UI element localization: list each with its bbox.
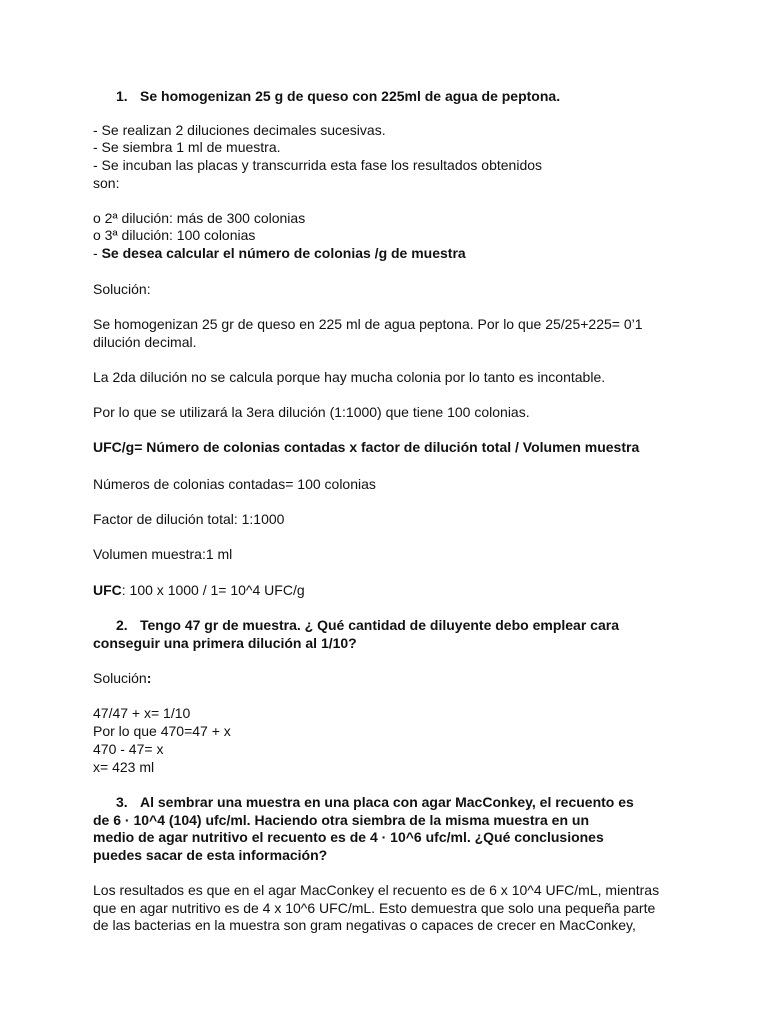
q3-number: 3.	[116, 794, 128, 810]
q2-solution	[93, 670, 151, 687]
q1-paragraph-1-line-1: Se homogenizan 25 gr de queso en 225 ml de agua peptona. Por lo que 25/25+225= 0’1	[93, 316, 643, 332]
q2-title-line-1: Tengo 47 gr de muestra. ¿ Qué cantidad de diluyente debo emplear cara	[140, 617, 619, 633]
q1-bullet-3: - Se incuban las placas y transcurrida esta fase los resultados obtenidos	[93, 157, 543, 173]
q1-paragraph-1-line-2: dilución decimal.	[93, 334, 197, 350]
q1-colonies: Números de colonias contadas= 100 colonias	[93, 476, 376, 492]
q2-step-4: x= 423 ml	[93, 759, 155, 775]
q1-result-2: o 3ª dilución: 100 colonias	[93, 227, 256, 243]
q3-answer-line-1: Los resultados es que en el agar MacConkey el recuento es de 6 x 10^4 UFC/mL, mientras	[93, 882, 660, 898]
q1-paragraph-2: La 2da dilución no se calcula porque hay mucha colonia por lo tanto es incontable.	[93, 369, 606, 385]
q2-solution-colon: :	[146, 670, 152, 686]
q1-ask-bold: Se desea calcular el número de colonias /g de muestra	[101, 245, 466, 261]
q2-step-3: 470 - 47= x	[93, 741, 164, 757]
q1-bullet-4: son:	[93, 175, 120, 191]
q3-title-line-3: medio de agar nutritivo el recuento es de 4 · 10^6 ufc/ml. ¿Qué conclusiones	[93, 829, 604, 845]
q1-ufc-value: : 100 x 1000 / 1= 10^4 UFC/g	[121, 582, 305, 598]
q1-ufc-label: UFC	[93, 582, 122, 598]
q2-step-1: 47/47 + x= 1/10	[93, 705, 191, 721]
q3-title-line-2: de 6 · 10^4 (104) ufc/ml. Haciendo otra siembra de la misma muestra en un	[93, 812, 590, 828]
q1-solution-label: Solución:	[93, 281, 151, 297]
q1-formula: UFC/g= Número de colonias contadas x factor de dilución total / Volumen muestra	[93, 439, 640, 455]
q1-bullet-1: - Se realizan 2 diluciones decimales sucesivas.	[93, 122, 386, 138]
q2-solution-label: Solución	[93, 670, 147, 686]
q1-ask-prefix: -	[93, 245, 102, 261]
q1-number: 1.	[116, 88, 128, 104]
q2-title-line-2: conseguir una primera dilución al 1/10?	[93, 635, 357, 651]
q1-bullet-2: - Se siembra 1 ml de muestra.	[93, 139, 281, 155]
q1-paragraph-3: Por lo que se utilizará la 3era dilución (1:1000) que tiene 100 colonias.	[93, 404, 530, 420]
q3-title-line-1: Al sembrar una muestra en una placa con agar MacConkey, el recuento es	[140, 794, 634, 810]
q2-step-2: Por lo que 470=47 + x	[93, 723, 231, 739]
q3-answer-line-3: de las bacterias en la muestra son gram negativas o capaces de crecer en MacConkey,	[93, 917, 636, 933]
q1-volume: Volumen muestra:1 ml	[93, 546, 233, 562]
q3-title-line-4: puedes sacar de esta información?	[93, 847, 328, 863]
q1-result-1: o 2ª dilución: más de 300 colonias	[93, 210, 306, 226]
q1-ask	[93, 245, 466, 262]
q1-factor: Factor de dilución total: 1:1000	[93, 511, 285, 527]
q3-answer-line-2: que en agar nutritivo es de 4 x 10^6 UFC/mL. Esto demuestra que solo una pequeña parte	[93, 900, 656, 916]
q1-ufc-result	[93, 582, 305, 599]
q2-number: 2.	[116, 617, 128, 633]
q1-title: Se homogenizan 25 g de queso con 225ml de agua de peptona.	[140, 88, 561, 104]
